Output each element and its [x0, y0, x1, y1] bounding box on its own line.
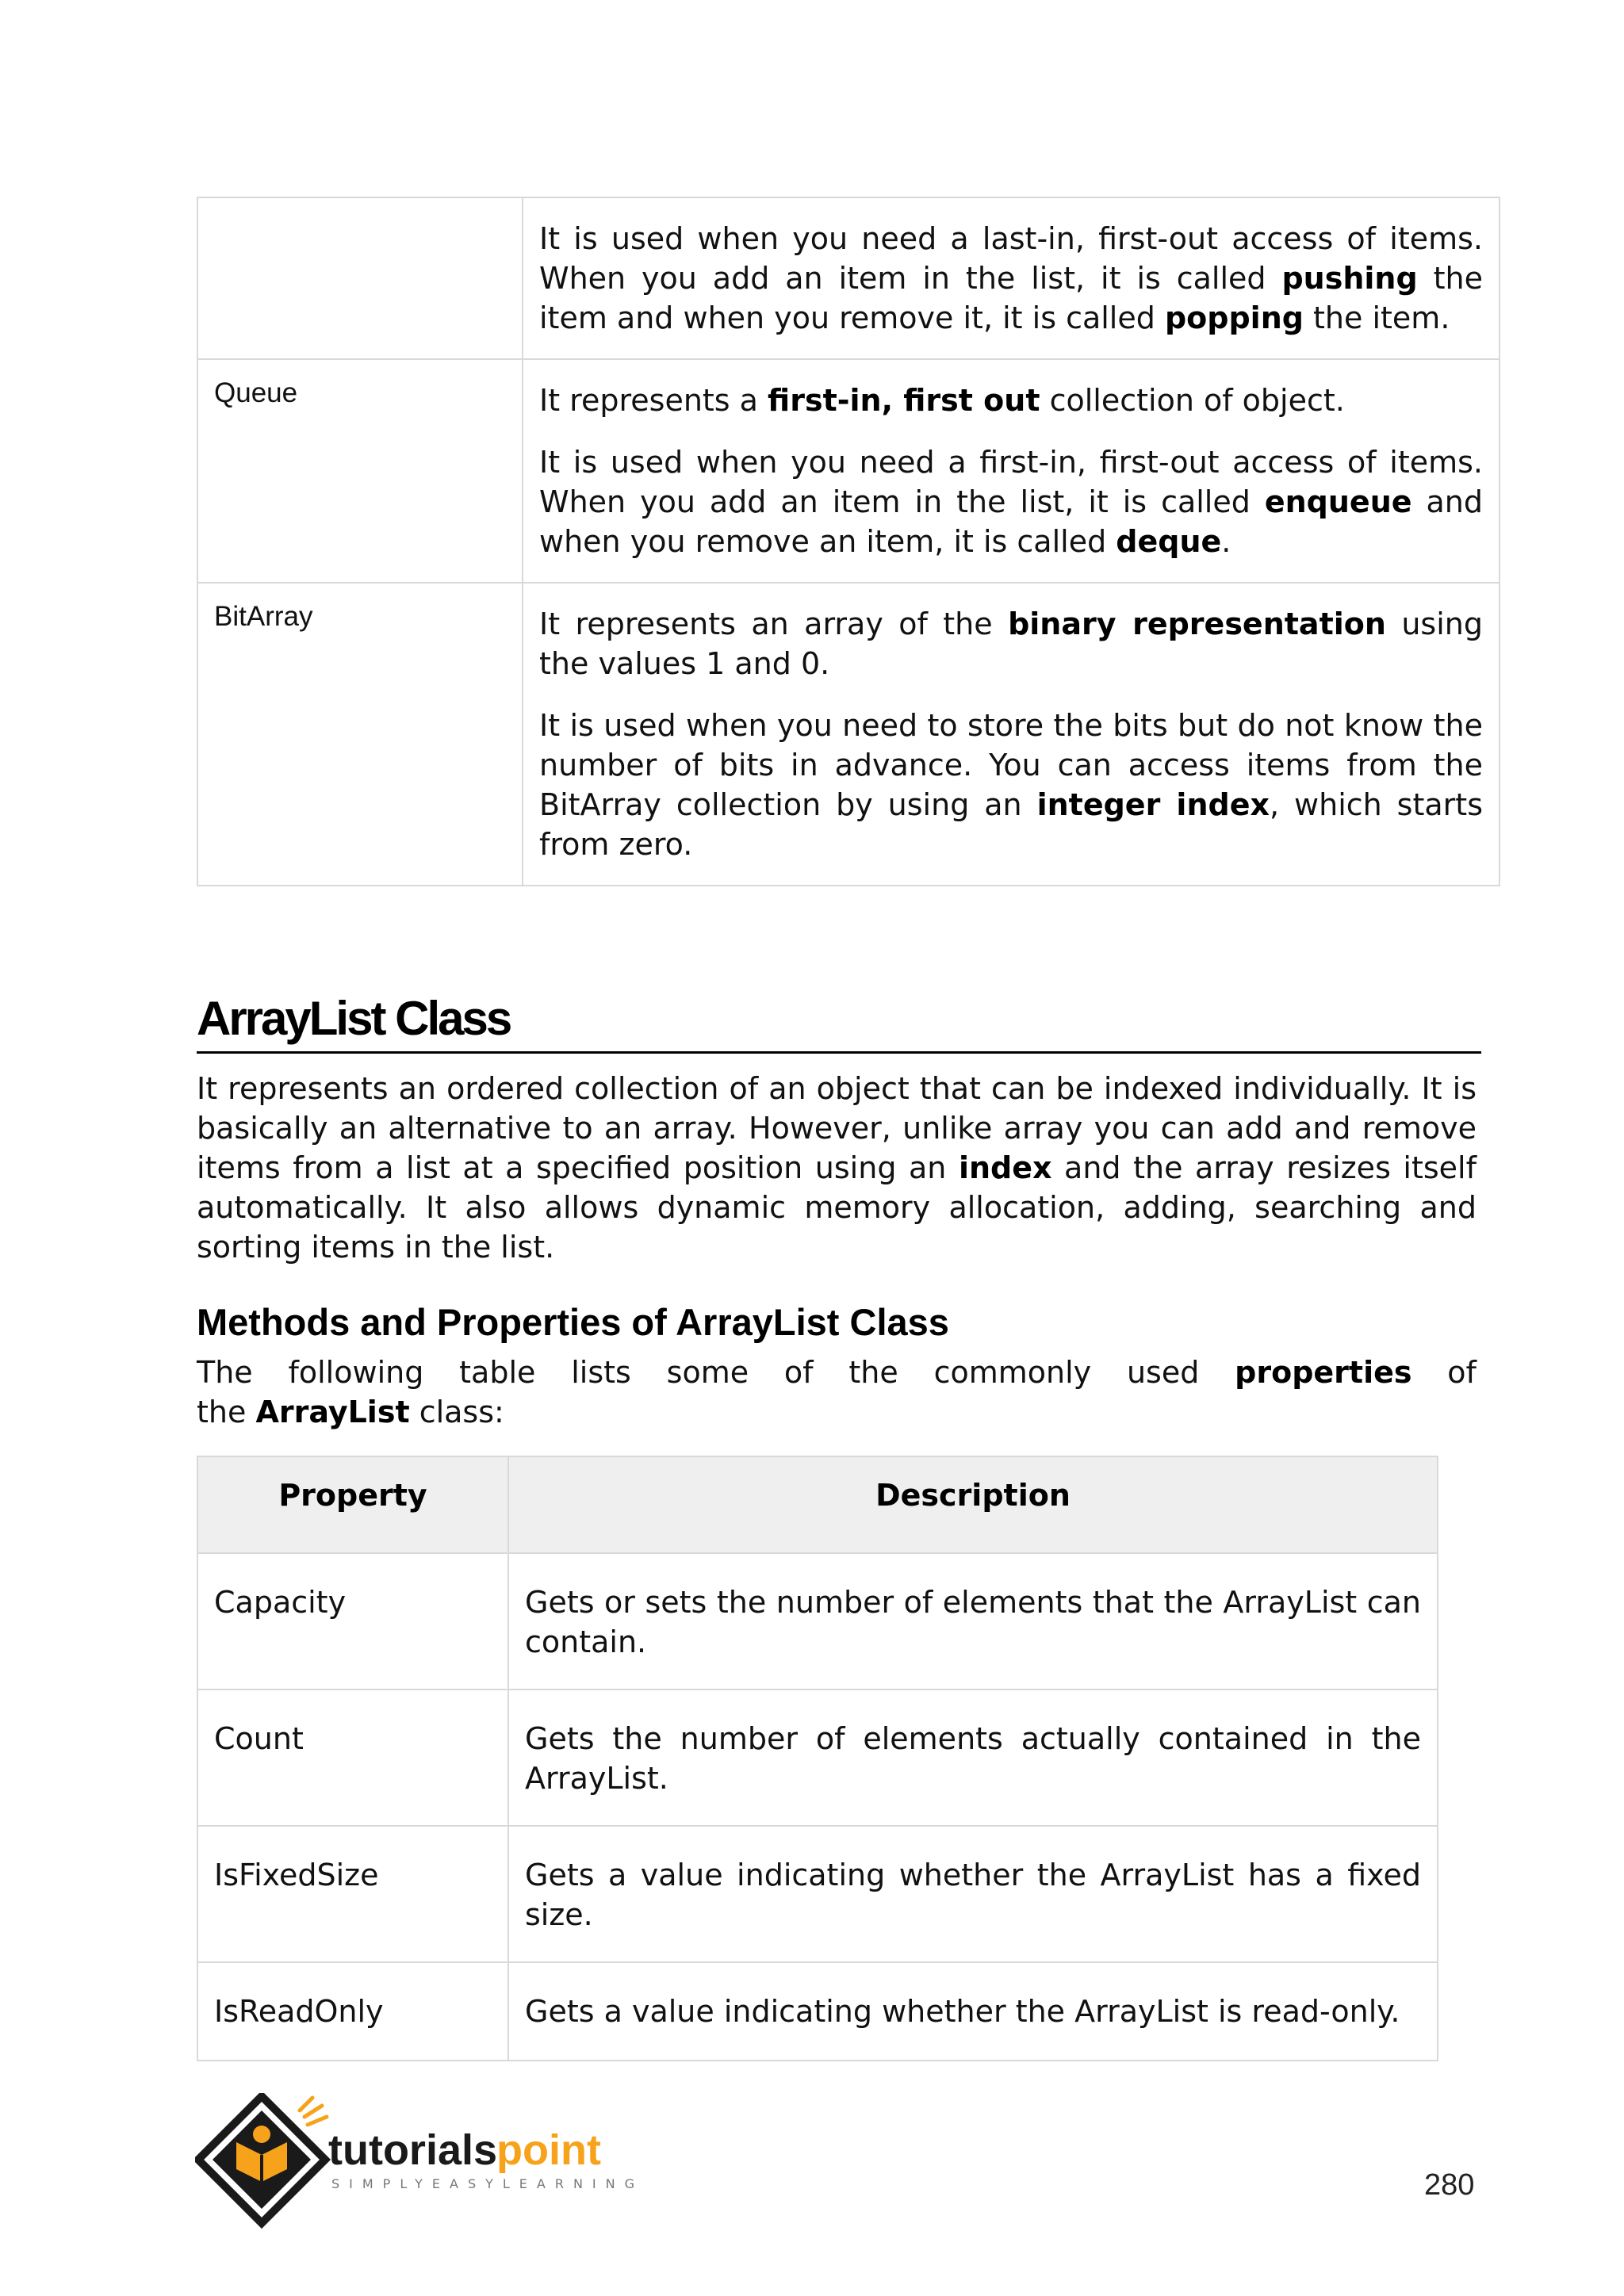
- description-cell: Gets or sets the number of elements that the ArrayList can contain.: [508, 1553, 1438, 1689]
- intro-line: The following table lists some of the commonly used properties of: [197, 1355, 1477, 1390]
- property-cell: IsReadOnly: [197, 1962, 508, 2061]
- description-paragraph: It is used when you need a last-in, first-out access of items. When you add an item in the list, it is called pushing the item and when you remove it, it is called popping the item.: [539, 221, 1483, 335]
- section-title: ArrayList Class: [197, 989, 1481, 1054]
- section-paragraph: It represents an ordered collection of an object that can be indexed individually. It is basically an alternative to an array. However, unlike array you can add and remove items from a list at a specified position using an index and the array resizes itself automatically. It also allows dynamic memory allocation, adding, searching and sorting items in the list.: [197, 1071, 1477, 1265]
- table-row: [197, 583, 1500, 886]
- logo-emblem-icon: [198, 2096, 327, 2223]
- class-name-cell: [197, 197, 523, 359]
- property-cell: IsFixedSize: [197, 1826, 508, 1962]
- subsection-intro: [197, 1353, 1477, 1432]
- class-name-cell: Queue: [197, 359, 523, 583]
- class-name-cell: BitArray: [197, 583, 523, 886]
- description-cell: Gets the number of elements actually contained in the ArrayList.: [508, 1689, 1438, 1826]
- table-row: [197, 1826, 1438, 1962]
- logo-wordmark-orange: point: [496, 2126, 601, 2174]
- table-row: [197, 1689, 1438, 1826]
- description-cell: Gets a value indicating whether the ArrayList is read-only.: [508, 1962, 1438, 2061]
- intro-line: the ArrayList class:: [197, 1395, 504, 1429]
- logo-tagline: SIMPLYEASYLEARNING: [331, 2176, 645, 2191]
- page-number: 280: [1424, 2168, 1475, 2202]
- description-paragraph: It is used when you need to store the bits but do not know the number of bits in advance. You can access items from the BitArray collection by using an integer index, which starts from zero.: [539, 708, 1483, 862]
- column-header-description: Description: [508, 1456, 1438, 1553]
- table-row: [197, 359, 1500, 583]
- column-header-property: Property: [197, 1456, 508, 1553]
- description-cell: [523, 359, 1500, 583]
- tutorialspoint-logo: [195, 2093, 655, 2231]
- description-paragraph: It is used when you need a first-in, first-out access of items. When you add an item in the list, it is called enqueue and when you remove an item, it is called deque.: [539, 445, 1483, 559]
- table-row: [197, 1962, 1438, 2061]
- logo-wordmark-dark: tutorials: [328, 2126, 498, 2174]
- description-cell: [523, 583, 1500, 886]
- description-paragraph: It represents an array of the binary representation using the values 1 and 0.: [539, 607, 1483, 681]
- description-paragraph: It represents a first-in, first out collection of object.: [539, 383, 1345, 418]
- table-header-row: [197, 1456, 1438, 1553]
- collection-classes-table-continued: [197, 197, 1500, 886]
- description-cell: [523, 197, 1500, 359]
- subsection-title: Methods and Properties of ArrayList Class: [197, 1301, 949, 1343]
- arraylist-properties-table: [197, 1456, 1438, 2061]
- description-cell: Gets a value indicating whether the ArrayList has a fixed size.: [508, 1826, 1438, 1962]
- table-row: [197, 197, 1500, 359]
- property-cell: Count: [197, 1689, 508, 1826]
- property-cell: Capacity: [197, 1553, 508, 1689]
- table-row: [197, 1553, 1438, 1689]
